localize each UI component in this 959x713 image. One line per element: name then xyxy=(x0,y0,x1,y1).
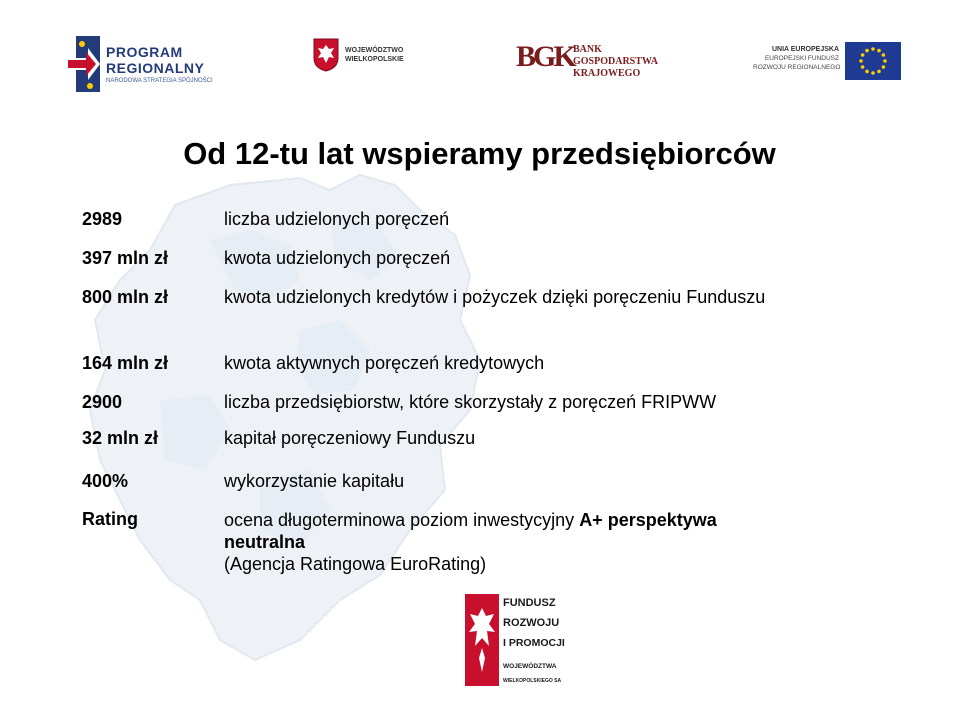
fundusz-rozwoju-logo xyxy=(465,594,567,686)
stat-desc: wykorzystanie kapitału xyxy=(224,471,405,491)
stat-value: 2900 xyxy=(82,392,123,412)
stat-value: 32 mln zł xyxy=(82,428,159,448)
bgk-monogram: BGK xyxy=(516,40,574,73)
fundusz-line4: WOJEWÓDZTWA xyxy=(503,663,557,670)
wielkopolska-eagle-shield-icon xyxy=(313,38,339,72)
bgk-line3: KRAJOWEGO xyxy=(573,68,641,79)
stat-desc: liczba udzielonych poręczeń xyxy=(224,209,450,229)
eu-line3: ROZWOJU REGIONALNEGO xyxy=(753,64,841,71)
rating-line1 xyxy=(224,509,717,531)
stat-value: 800 mln zł xyxy=(82,287,169,307)
rating-outlook: neutralna xyxy=(224,532,306,552)
fundusz-line2: ROZWOJU xyxy=(503,617,560,629)
stat-value: 397 mln zł xyxy=(82,248,169,268)
eu-flag-icon xyxy=(845,42,901,80)
program-regionalny-line2: REGIONALNY xyxy=(106,60,205,76)
rating-label: Rating xyxy=(82,509,138,529)
header-logos xyxy=(0,0,959,110)
fundusz-line3: I PROMOCJI xyxy=(503,637,565,649)
wojewodztwo-line2: WIELKOPOLSKIE xyxy=(345,56,404,63)
rating-agency: (Agencja Ratingowa EuroRating) xyxy=(224,554,487,574)
program-regionalny-mark-icon xyxy=(66,36,100,92)
page-title: Od 12-tu lat wspieramy przedsiębiorców xyxy=(183,136,776,171)
stat-value: 164 mln zł xyxy=(82,353,169,373)
wojewodztwo-line1: WOJEWÓDZTWO xyxy=(345,47,404,54)
fundusz-line5: WIELKOPOLSKIEGO SA xyxy=(503,678,562,684)
bgk-logo xyxy=(516,40,676,92)
program-regionalny-line3: NARODOWA STRATEGIA SPÓJNOŚCI xyxy=(106,78,213,84)
program-regionalny-logo xyxy=(66,30,246,100)
wojewodztwo-logo xyxy=(313,38,433,82)
stat-desc: kwota udzielonych poręczeń xyxy=(224,248,451,268)
bgk-line1: BANK xyxy=(573,44,602,55)
stat-desc: kwota udzielonych kredytów i pożyczek dzięki poręczeniu Funduszu xyxy=(224,287,766,307)
stat-desc: kapitał poręczeniowy Funduszu xyxy=(224,428,476,448)
fundusz-line1: FUNDUSZ xyxy=(503,597,556,609)
eu-line2: EUROPEJSKI FUNDUSZ xyxy=(764,55,839,62)
stat-value: 2989 xyxy=(82,209,123,229)
bgk-line2: GOSPODARSTWA xyxy=(573,56,659,67)
eu-logo xyxy=(753,42,903,82)
rating-grade: A+ perspektywa xyxy=(579,510,717,530)
eu-line1: UNIA EUROPEJSKA xyxy=(771,46,839,53)
fundusz-red-panel xyxy=(465,594,499,686)
stat-desc: kwota aktywnych poręczeń kredytowych xyxy=(224,353,545,373)
rating-desc-text: ocena długoterminowa poziom inwestycyjny xyxy=(224,510,580,530)
stat-desc: liczba przedsiębiorstw, które skorzystały z poręczeń FRIPWW xyxy=(224,392,717,412)
program-regionalny-line1: PROGRAM xyxy=(106,44,183,60)
rating-desc xyxy=(224,509,717,575)
stat-value: 400% xyxy=(82,471,129,491)
